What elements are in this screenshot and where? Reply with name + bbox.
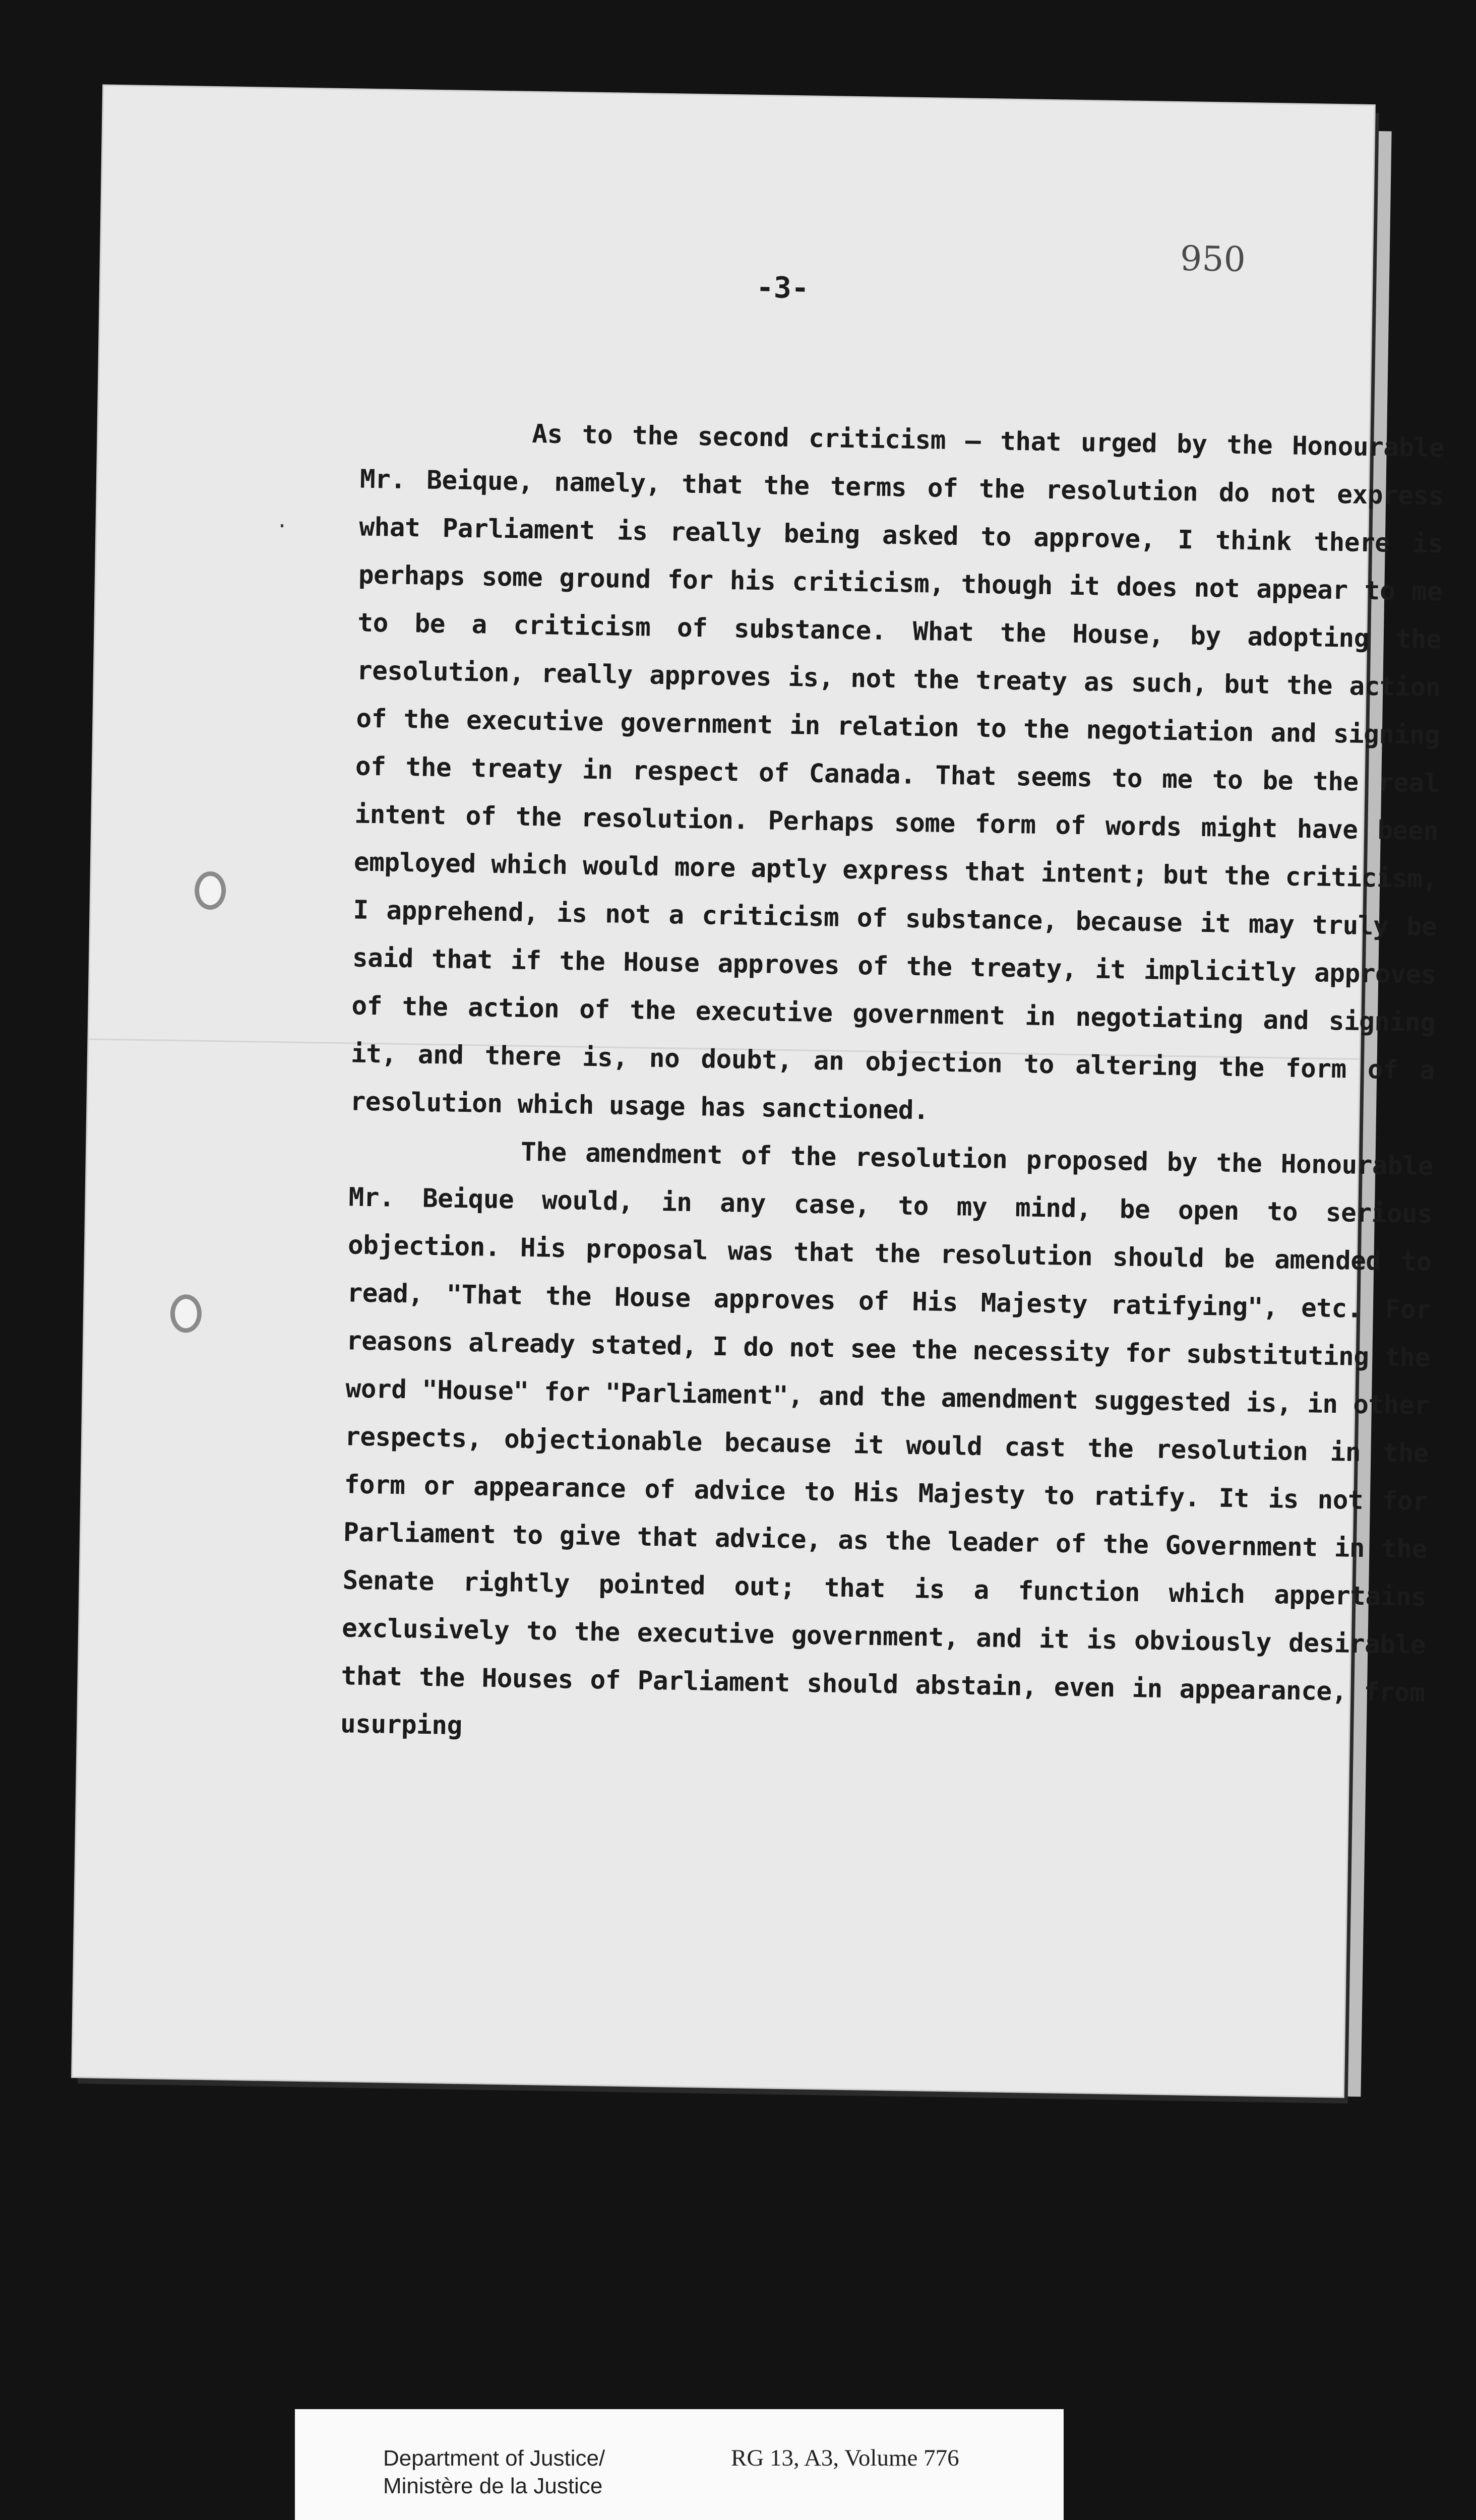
punch-hole-icon	[195, 871, 226, 910]
typed-page	[73, 86, 1445, 2096]
stray-mark: ·	[276, 514, 288, 538]
paragraph: As to the second criticism — that urged by the Honourable Mr. Beique, namely, that the terms of the resolution do not express what Parliament is really being asked to approve, I think there is perhaps some ground for his criticism, though it does not appear to me to be a criticism of substance. What the House, by adopting the resolution, really approves is, not the treaty as such, but the action of the executive government in relation to the negotiation and signing of the treaty in respect of Canada. That seems to me to be the real intent of the resolution. Perhaps some form of words might have been employed which would more aptly express that intent; but the criticism, I apprehend, is not a criticism of substance, because it may truly be said that if the House approves of the treaty, it implicitly approves of the action of the executive government in negotiating and signing it, and there is, no doubt, an objection to altering the form of a resolution which usage has sanctioned.	[350, 419, 1445, 1126]
archive-reference-label	[295, 2409, 1064, 2520]
page-header: -3-	[756, 270, 810, 305]
page-number: 950	[1180, 239, 1246, 280]
paragraph: The amendment of the resolution proposed by the Honourable Mr. Beique would, in any case, to my mind, be open to serious objection. His proposal was that the resolution should be amended to read, "That the House approves of His Majesty ratifying", etc. For reasons already stated, I do not see the necessity for substituting the word "House" for "Parliament", and the amendment suggested is, in other respects, objectionable because it would cast the resolution in the form or appearance of advice to His Majesty to ratify. It is not for Parliament to give that advice, as the leader of the Government in the Senate rightly pointed out; that is a function which appertains exclusively to the executive government, and it is obviously desirable that the Houses of Parliament should abstain, even in appearance, from usurping	[340, 1137, 1434, 1741]
archive-reference: RG 13, A3, Volume 776	[731, 2445, 959, 2471]
department-name: Department of Justice/ Ministère de la Justice	[383, 2446, 605, 2498]
punch-hole-icon	[170, 1294, 202, 1333]
body-text	[340, 408, 1445, 1765]
